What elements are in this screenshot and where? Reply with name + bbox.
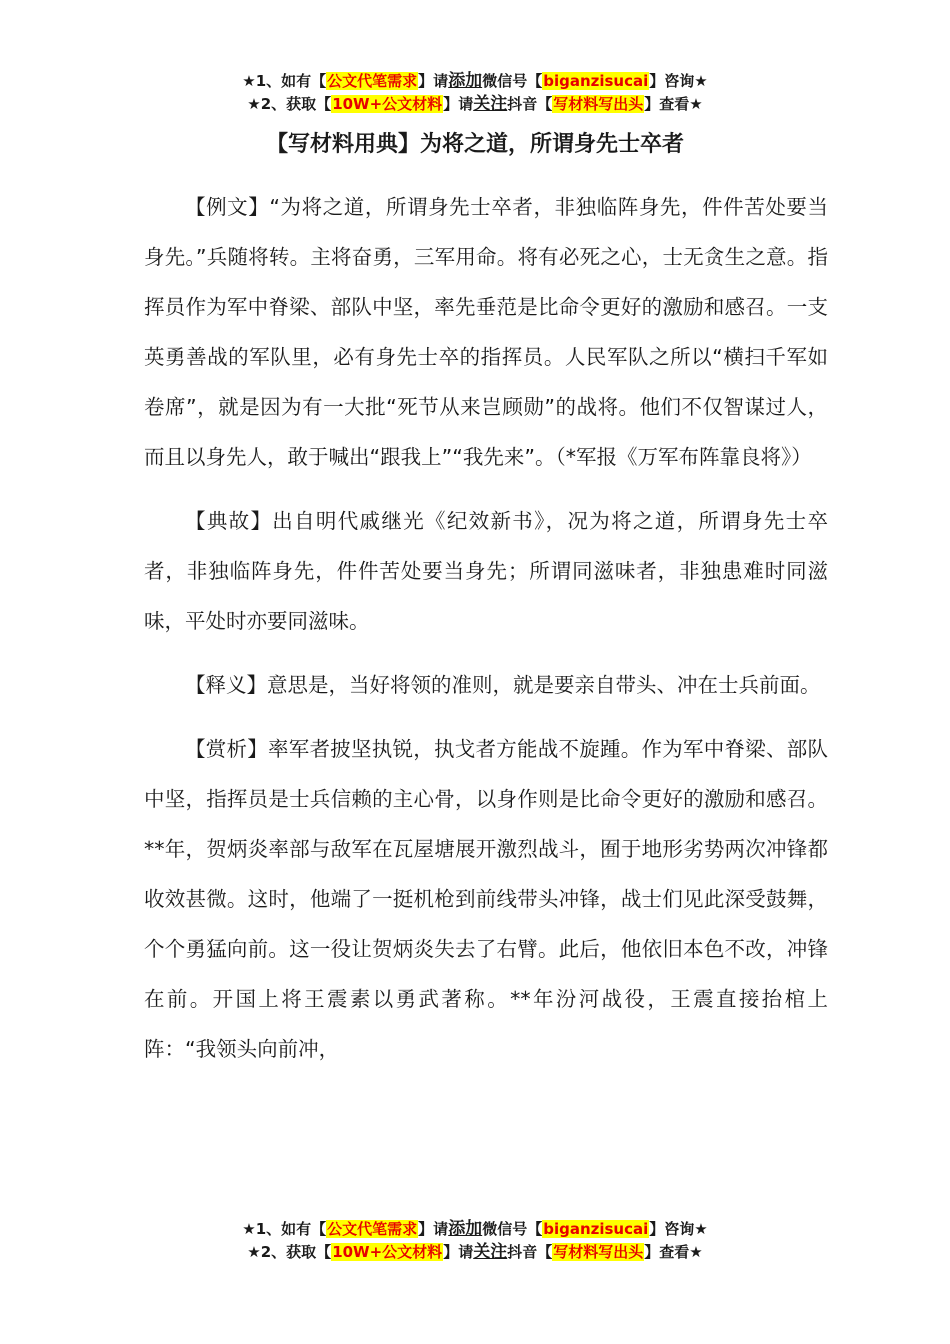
- banner-text: 】查看★: [644, 95, 703, 113]
- banner-text: 】请: [418, 1220, 449, 1238]
- underlined-follow: 关注: [473, 94, 508, 114]
- banner-line-1: [0, 1218, 950, 1241]
- banner-text: 1、如有【: [255, 72, 327, 90]
- underlined-add: 添加: [448, 71, 483, 91]
- document-title: 【写材料用典】为将之道，所谓身先士卒者: [265, 132, 684, 157]
- paragraph-allusion: 【典故】出自明代戚继光《纪效新书》，况为将之道，所谓身先士卒者，非独临阵身先，件件苦处要当身先；所谓同滋味者，非独患难时同滋味，平处时亦要同滋味。: [144, 509, 828, 633]
- highlight-materials: 10W+公文材料: [332, 95, 443, 113]
- banner-text: 2、获取【: [260, 95, 332, 113]
- paragraph-meaning: 【释义】意思是，当好将领的准则，就是要亲自带头、冲在士兵前面。: [185, 673, 821, 697]
- banner-text: 】咨询★: [649, 1220, 708, 1238]
- footer-banner: [0, 1218, 950, 1264]
- banner-text: 微信号【: [482, 1220, 543, 1238]
- highlight-service: 公文代笔需求: [327, 1220, 418, 1238]
- banner-text: 抖音【: [507, 1243, 553, 1261]
- banner-text: 1、如有【: [255, 1220, 327, 1238]
- banner-text: 】请: [443, 1243, 474, 1261]
- highlight-douyin-id: 写材料写出头: [553, 95, 644, 113]
- highlight-wechat-id: biganzisucai: [543, 72, 649, 90]
- document-body: [144, 182, 828, 1088]
- banner-line-2: [0, 1241, 950, 1264]
- star-icon: ★: [247, 1243, 261, 1261]
- header-banner: [0, 70, 950, 116]
- highlight-materials: 10W+公文材料: [332, 1243, 443, 1261]
- star-icon: ★: [242, 72, 256, 90]
- paragraph-appreciation: 【赏析】率军者披坚执锐，执戈者方能战不旋踵。作为军中脊梁、部队中坚，指挥员是士兵信赖的主心骨，以身作则是比命令更好的激励和感召。**年，贺炳炎率部与敌军在瓦屋塘展开激烈战斗，囿于地形劣势两次冲锋都收效甚微。这时，他端了一挺机枪到前线带头冲锋，战士们见此深受鼓舞，个个勇猛向前。这一役让贺炳炎失去了右臂。此后，他依旧本色不改，冲锋在前。开国上将王震素以勇武著称。**年汾河战役，王震直接抬棺上阵：“我领头向前冲，: [144, 737, 828, 1061]
- banner-text: 抖音【: [507, 95, 553, 113]
- star-icon: ★: [247, 95, 261, 113]
- banner-line-1: [0, 70, 950, 93]
- paragraph-example: 【例文】“为将之道，所谓身先士卒者，非独临阵身先，件件苦处要当身先。”兵随将转。主将奋勇，三军用命。将有必死之心，士无贪生之意。指挥员作为军中脊梁、部队中坚，率先垂范是比命令更好的激励和感召。一支英勇善战的军队里，必有身先士卒的指挥员。人民军队之所以“横扫千军如卷席”，就是因为有一大批“死节从来岂顾勋”的战将。他们不仅智谋过人，而且以身先人，敢于喊出“跟我上”“我先来”。（*军报《万军布阵靠良将》）: [144, 195, 828, 469]
- banner-text: 】请: [443, 95, 474, 113]
- banner-text: 】请: [418, 72, 449, 90]
- underlined-follow: 关注: [473, 1242, 508, 1262]
- star-icon: ★: [242, 1220, 256, 1238]
- banner-text: 】咨询★: [649, 72, 708, 90]
- banner-text: 微信号【: [482, 72, 543, 90]
- banner-text: 】查看★: [644, 1243, 703, 1261]
- banner-line-2: [0, 93, 950, 116]
- highlight-wechat-id: biganzisucai: [543, 1220, 649, 1238]
- underlined-add: 添加: [448, 1219, 483, 1239]
- highlight-douyin-id: 写材料写出头: [553, 1243, 644, 1261]
- banner-text: 2、获取【: [260, 1243, 332, 1261]
- highlight-service: 公文代笔需求: [327, 72, 418, 90]
